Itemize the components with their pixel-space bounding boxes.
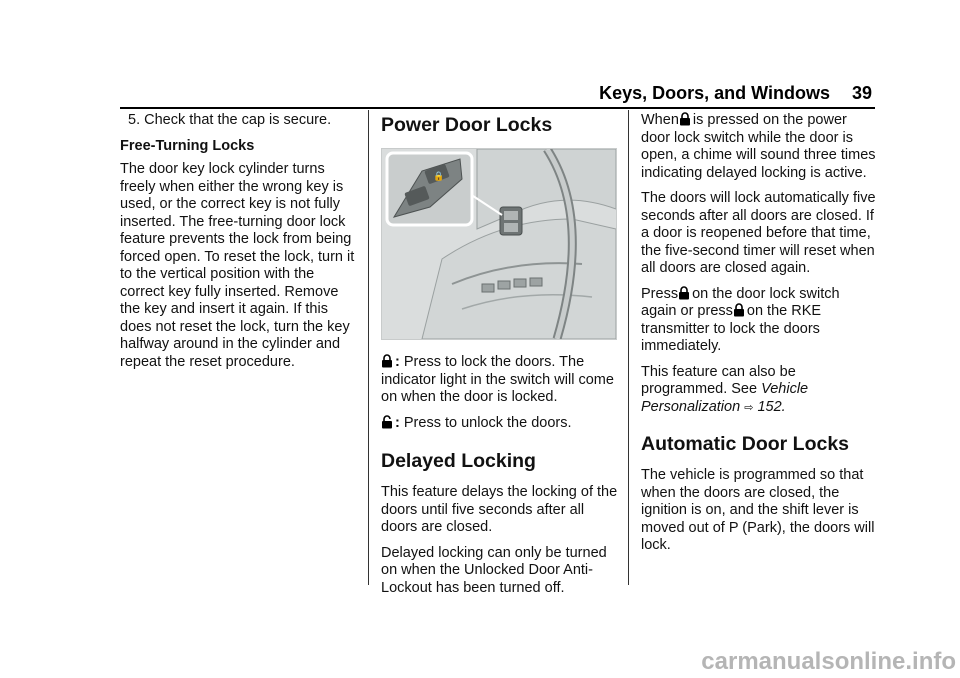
unlock-icon	[381, 415, 393, 429]
paragraph-when-pressed: When is pressed on the power door lock switch while the door is open, a chime will sound three times indicating delayed locking is active.	[641, 112, 876, 181]
door-lock-switch-illustration	[381, 148, 617, 340]
list-item-5: 5. Check that the cap is secure.	[128, 112, 332, 128]
lock-icon	[678, 286, 690, 300]
section-title: Keys, Doors, and Windows	[599, 83, 830, 103]
page-ref[interactable]: 152.	[757, 398, 786, 415]
paragraph-press-lock: Press on the door lock switch again or press on the RKE transmitter to lock the doors immediately.	[641, 285, 840, 354]
lock-icon	[679, 112, 691, 126]
door-panel-drawing	[382, 149, 616, 339]
heading-power-door-locks: Power Door Locks	[381, 114, 553, 136]
column-divider-right	[628, 110, 629, 585]
heading-automatic-door-locks: Automatic Door Locks	[641, 433, 850, 455]
header-rule	[120, 107, 875, 109]
column-1	[120, 112, 356, 379]
subheading-free-turning-locks: Free-Turning Locks	[120, 137, 255, 154]
lock-description: : Press to lock the doors. The indicator light in the switch will come on when the door is locked.	[381, 354, 614, 405]
svg-text:🔒: 🔒	[433, 172, 445, 182]
column-2	[381, 112, 618, 605]
paragraph-free-turning: The door key lock cylinder turns freely when either the wrong key is used, or the correct key is not fully inserted. The free-turning door lock feature prevents the lock from being forced open. To reset the lock, turn it to the vertical position with the correct key fully inserted. Remove the key and insert it again. If this does not reset the lock, turn the key halfway around in the cylinder and repeat the reset procedure.	[120, 161, 355, 370]
page-number: 39	[851, 83, 872, 103]
watermark: carmanualsonline.info	[701, 648, 956, 675]
vehicle-personalization-link[interactable]: Vehicle Personalization	[641, 381, 809, 415]
paragraph-automatic: The vehicle is programmed so that when the doors are closed, the ignition is on, and the shift lever is moved out of P (Park), the doors will lock.	[641, 467, 875, 553]
paragraph-programmable: This feature can also be programmed. See Vehicle Personalization ⇨ 152.	[641, 363, 809, 415]
column-divider-left	[368, 110, 369, 585]
page-ref-arrow-icon: ⇨	[744, 401, 754, 414]
paragraph-auto-lock: The doors will lock automatically five seconds after all doors are closed. If a door is reopened before that time, the five-second timer will reset when all doors are closed again.	[641, 190, 876, 276]
running-head	[372, 83, 872, 104]
column-3	[641, 112, 877, 563]
unlock-description: : Press to unlock the doors.	[381, 415, 618, 433]
paragraph-delayed-1: This feature delays the locking of the doors until five seconds after all doors are closed.	[381, 484, 618, 535]
lock-icon	[381, 354, 393, 368]
lock-icon	[733, 303, 745, 317]
paragraph-delayed-2: Delayed locking can only be turned on when the Unlocked Door Anti-Lockout has been turned off.	[381, 544, 607, 596]
heading-delayed-locking: Delayed Locking	[381, 450, 536, 472]
